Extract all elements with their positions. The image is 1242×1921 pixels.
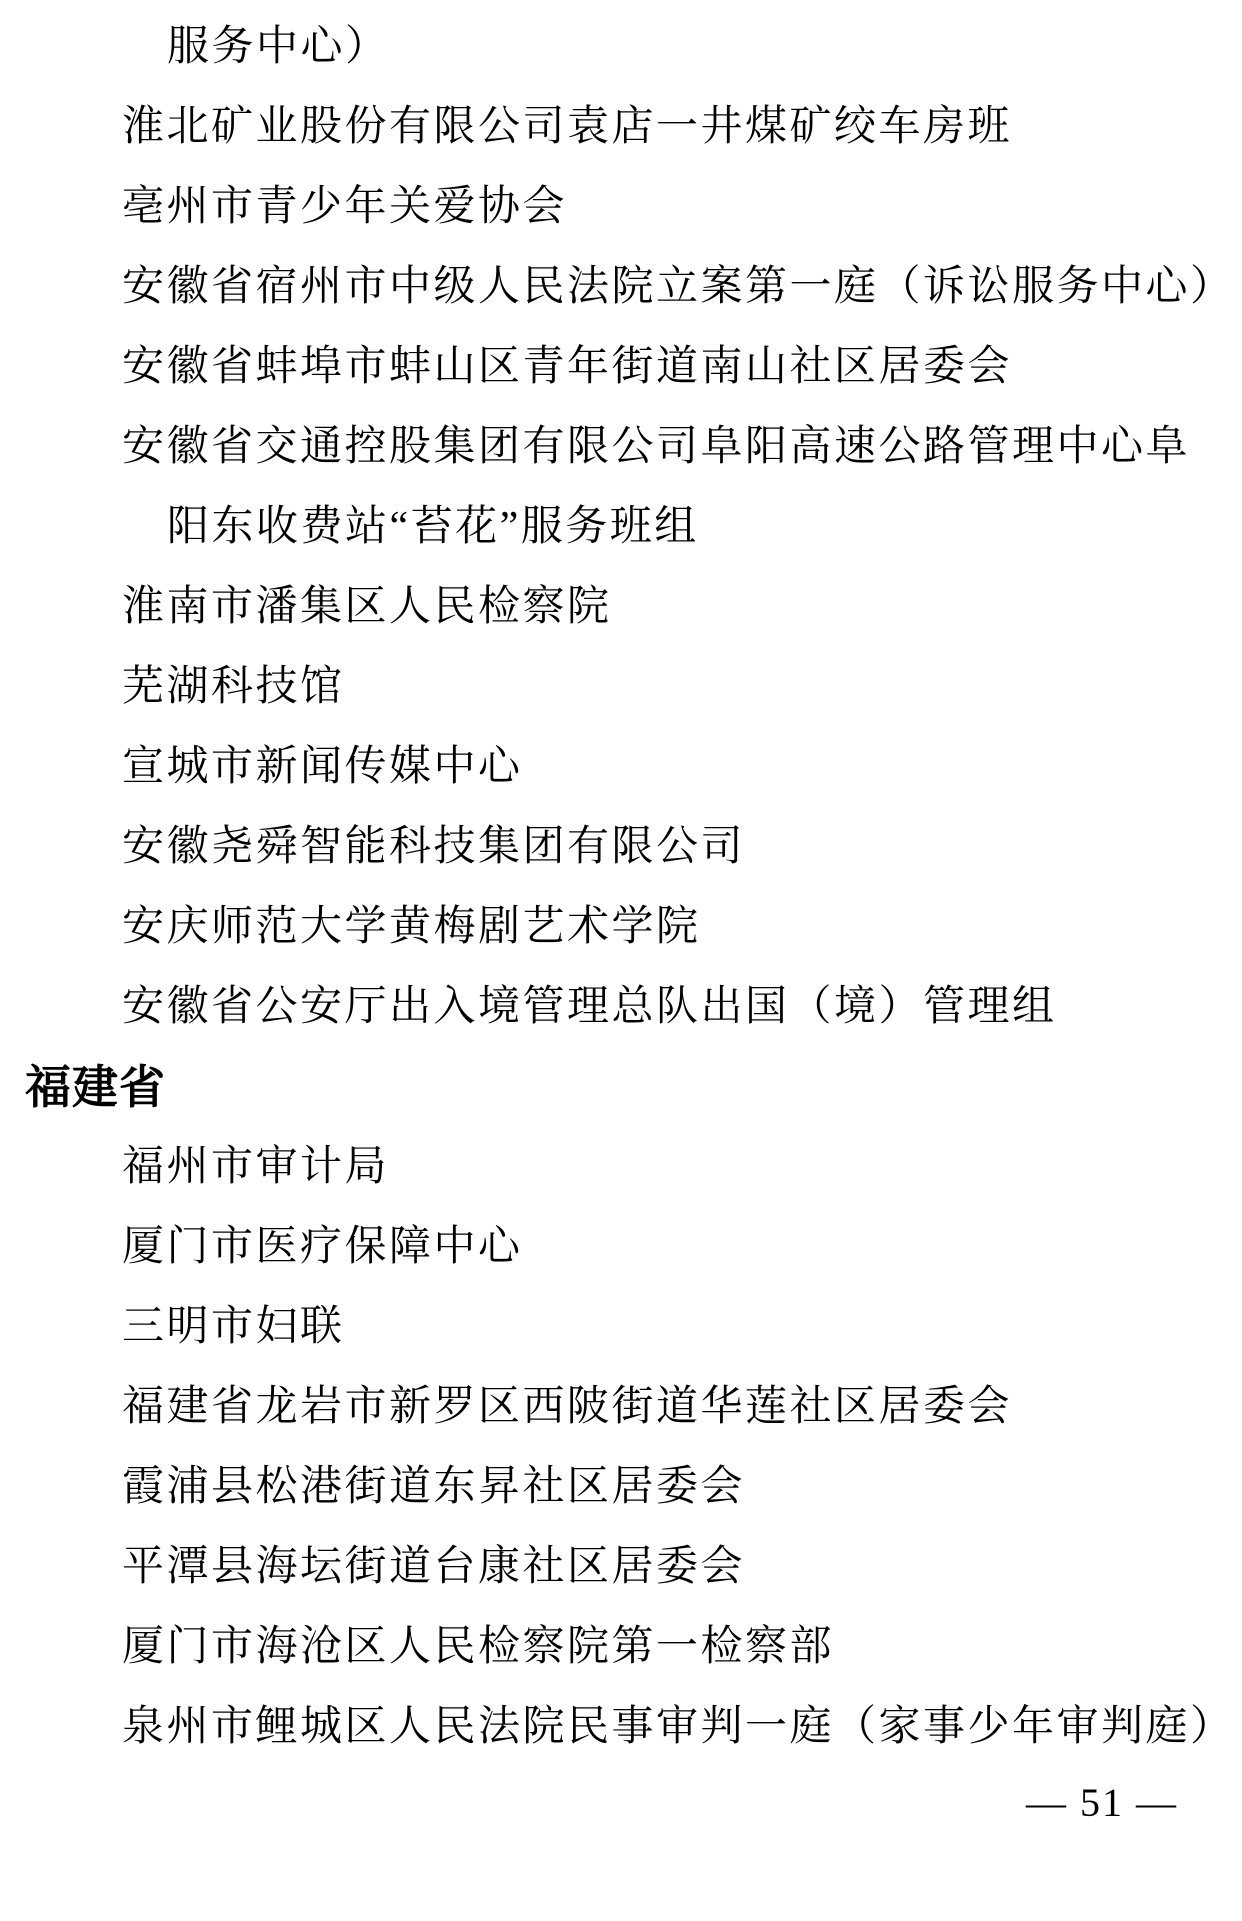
- list-line: 安徽尧舜智能科技集团有限公司: [122, 824, 746, 870]
- list-line: 霞浦县松港街道东昇社区居委会: [122, 1464, 746, 1510]
- list-line: 福州市审计局: [122, 1144, 390, 1190]
- list-line: 宣城市新闻传媒中心: [122, 744, 523, 790]
- list-line: 安庆师范大学黄梅剧艺术学院: [122, 904, 701, 950]
- list-line: 安徽省宿州市中级人民法院立案第一庭（诉讼服务中心）: [122, 264, 1235, 310]
- list-line: 淮南市潘集区人民检察院: [122, 584, 612, 630]
- list-line: 安徽省蚌埠市蚌山区青年街道南山社区居委会: [122, 344, 1013, 390]
- list-line: 泉州市鲤城区人民法院民事审判一庭（家事少年审判庭）: [122, 1704, 1235, 1750]
- list-line: 阳东收费站“苔花”服务班组: [167, 504, 699, 550]
- province-header: 福建省: [25, 1061, 166, 1113]
- list-line: 亳州市青少年关爱协会: [122, 184, 568, 230]
- list-line: 厦门市海沧区人民检察院第一检察部: [122, 1624, 835, 1670]
- list-line: 平潭县海坛街道台康社区居委会: [122, 1544, 746, 1590]
- list-line: 芜湖科技馆: [122, 664, 345, 710]
- list-line: 安徽省交通控股集团有限公司阜阳高速公路管理中心阜: [122, 424, 1191, 470]
- list-line: 三明市妇联: [122, 1304, 345, 1350]
- list-line: 淮北矿业股份有限公司袁店一井煤矿绞车房班: [122, 104, 1013, 150]
- list-line: 服务中心）: [167, 24, 390, 70]
- page-number: — 51 —: [1026, 1780, 1178, 1825]
- list-line: 福建省龙岩市新罗区西陂街道华莲社区居委会: [122, 1384, 1013, 1430]
- list-line: 厦门市医疗保障中心: [122, 1224, 523, 1270]
- list-line: 安徽省公安厅出入境管理总队出国（境）管理组: [122, 984, 1057, 1030]
